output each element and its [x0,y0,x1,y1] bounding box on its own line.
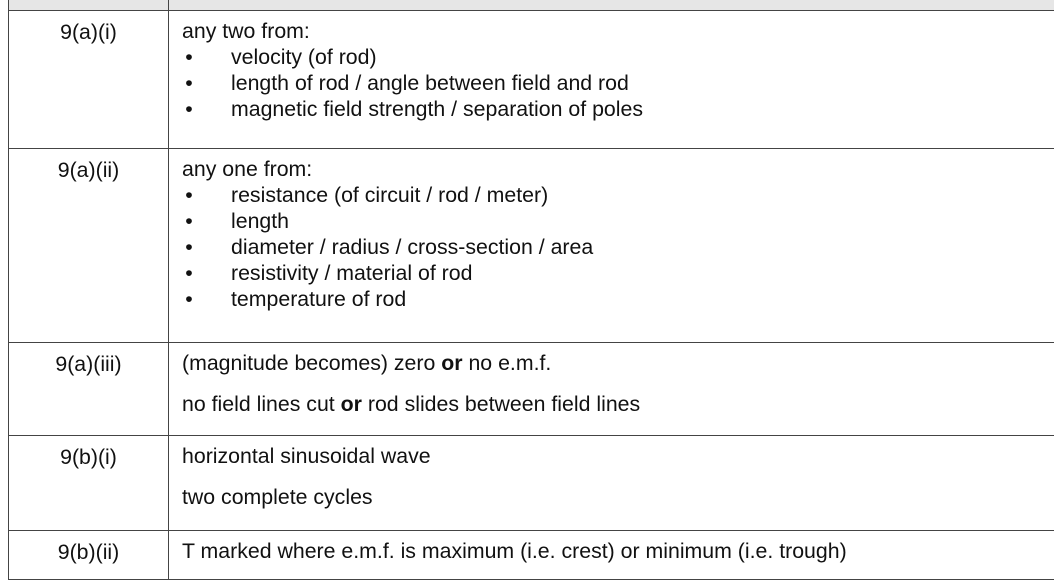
bullet-icon: • [182,96,196,122]
bullet-icon: • [182,70,196,96]
bullet-item [182,182,1054,208]
bullet-icon: • [182,182,196,208]
bullet-icon: • [182,208,196,234]
table-row [9,531,1054,580]
question-number: 9(b)(ii) [9,531,169,580]
answer-cell [169,149,1054,343]
answer-or-keyword: or [341,392,362,416]
header-cell-answer [169,0,1054,11]
bullet-icon: • [182,44,196,70]
header-cell-question [9,0,169,11]
bullet-icon: • [182,286,196,312]
bullet-text: resistivity / material of rod [231,261,472,285]
answer-cell [169,343,1054,436]
bullet-text: resistance (of circuit / rod / meter) [231,183,548,207]
answer-line: horizontal sinusoidal wave [182,443,1054,469]
answer-line [182,391,1054,417]
table-row [9,343,1054,436]
answer-text: (magnitude becomes) zero [182,351,441,375]
answer-text: rod slides between field lines [362,392,640,416]
bullet-icon: • [182,260,196,286]
bullet-item [182,96,1054,122]
question-number: 9(a)(ii) [9,149,169,343]
mark-scheme-table [8,0,1054,580]
bullet-item [182,260,1054,286]
question-number: 9(a)(i) [9,11,169,149]
bullet-text: length [231,209,289,233]
bullet-item [182,234,1054,260]
answer-line: T marked where e.m.f. is maximum (i.e. crest) or minimum (i.e. trough) [182,538,1054,564]
bullet-list [182,44,1054,122]
bullet-list [182,182,1054,312]
bullet-text: temperature of rod [231,287,406,311]
bullet-text: diameter / radius / cross-section / area [231,235,593,259]
bullet-icon: • [182,234,196,260]
answer-line [182,350,1054,376]
bullet-text: length of rod / angle between field and rod [231,71,629,95]
answer-cell [169,436,1054,531]
answer-cell [169,531,1054,580]
answer-intro: any one from: [182,156,1054,182]
bullet-text: velocity (of rod) [231,45,377,69]
bullet-item [182,70,1054,96]
bullet-item [182,44,1054,70]
answer-cell [169,11,1054,149]
answer-text: no e.m.f. [463,351,552,375]
answer-text: no field lines cut [182,392,341,416]
answer-line: two complete cycles [182,484,1054,510]
bullet-item [182,208,1054,234]
bullet-item [182,286,1054,312]
question-number: 9(a)(iii) [9,343,169,436]
answer-intro: any two from: [182,18,1054,44]
table-row [9,436,1054,531]
question-number: 9(b)(i) [9,436,169,531]
table-header-row [9,0,1054,11]
answer-or-keyword: or [441,351,462,375]
table-row [9,149,1054,343]
table-row [9,11,1054,149]
bullet-text: magnetic field strength / separation of poles [231,97,643,121]
